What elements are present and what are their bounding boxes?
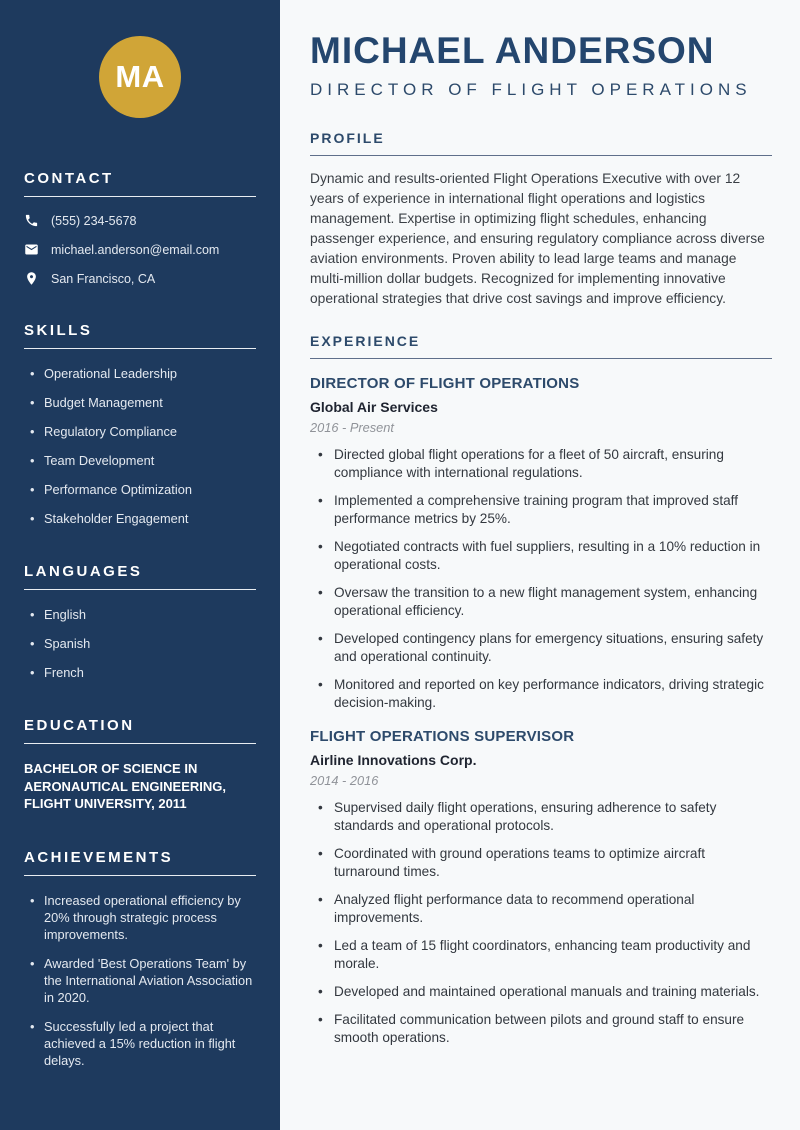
list-item: • Increased operational efficiency by 20% through strategic process improvements. [30, 892, 256, 943]
avatar [99, 36, 181, 118]
achievements-list [30, 892, 256, 1069]
list-item: • Spanish [30, 635, 256, 652]
list-item: • Directed global flight operations for a fleet of 50 aircraft, ensuring compliance with international regulations. [318, 446, 772, 482]
profile-heading: PROFILE [310, 130, 772, 156]
experience-entry [310, 728, 772, 1047]
list-item: • Developed and maintained operational manuals and training materials. [318, 983, 772, 1001]
phone-icon [24, 213, 39, 228]
job-title: DIRECTOR OF FLIGHT OPERATIONS [310, 375, 580, 392]
achievements-section [24, 849, 256, 1069]
languages-list [30, 606, 256, 681]
avatar-wrap [24, 36, 256, 118]
main-content [280, 0, 800, 1130]
list-item: • Supervised daily flight operations, ensuring adherence to safety standards and operational protocols. [318, 799, 772, 835]
job-company: Airline Innovations Corp. [310, 752, 477, 768]
experience-entry [310, 375, 772, 712]
achievements-heading: ACHIEVEMENTS [24, 849, 256, 876]
profile-text: Dynamic and results-oriented Flight Operations Executive with over 12 years of experience in international flight operations and logistics management. Expertise in optimizing flight schedules, enhancing passenger experience, and ensuring regulatory compliance across diverse aviation environments. Proven ability to lead large teams and manage multi-million dollar budgets. Recognized for implementing innovative operational strategies that drive cost savings and improve efficiency. [310, 171, 765, 306]
contact-location [24, 271, 256, 286]
profile-section [310, 130, 772, 309]
education-degree: BACHELOR OF SCIENCE IN AERONAUTICAL ENGINEERING, FLIGHT UNIVERSITY, 2011 [24, 761, 226, 811]
location-icon [24, 271, 39, 286]
list-item: • Performance Optimization [30, 481, 256, 498]
phone-text: (555) 234-5678 [51, 213, 137, 228]
job-bullet-list [318, 446, 772, 712]
list-item: • Analyzed flight performance data to recommend operational improvements. [318, 891, 772, 927]
list-item: • Oversaw the transition to a new flight management system, enhancing operational efficiency. [318, 584, 772, 620]
list-item: • Budget Management [30, 394, 256, 411]
list-item: • Negotiated contracts with fuel suppliers, resulting in a 10% reduction in operational costs. [318, 538, 772, 574]
languages-heading: LANGUAGES [24, 563, 256, 590]
list-item: • Awarded 'Best Operations Team' by the International Aviation Association in 2020. [30, 955, 256, 1006]
skills-heading: SKILLS [24, 322, 256, 349]
education-heading: EDUCATION [24, 717, 256, 744]
list-item: • Monitored and reported on key performance indicators, driving strategic decision-making. [318, 676, 772, 712]
contact-section [24, 170, 256, 286]
sidebar [0, 0, 280, 1130]
job-dates: 2014 - 2016 [310, 773, 379, 788]
job-dates: 2016 - Present [310, 420, 394, 435]
experience-section [310, 333, 772, 1047]
education-section [24, 717, 256, 813]
list-item: • Regulatory Compliance [30, 423, 256, 440]
list-item: • Successfully led a project that achieved a 15% reduction in flight delays. [30, 1018, 256, 1069]
job-title: FLIGHT OPERATIONS SUPERVISOR [310, 728, 575, 745]
email-text: michael.anderson@email.com [51, 242, 220, 257]
contact-email [24, 242, 256, 257]
contact-heading: CONTACT [24, 170, 256, 197]
languages-section [24, 563, 256, 681]
list-item: • Team Development [30, 452, 256, 469]
page-title: MICHAEL ANDERSON [310, 30, 715, 71]
location-text: San Francisco, CA [51, 271, 156, 286]
list-item: • Implemented a comprehensive training program that improved staff performance metrics by 25%. [318, 492, 772, 528]
list-item: • Operational Leadership [30, 365, 256, 382]
contact-phone [24, 213, 256, 228]
skills-section [24, 322, 256, 527]
list-item: • Led a team of 15 flight coordinators, enhancing team productivity and morale. [318, 937, 772, 973]
job-subtitle: DIRECTOR OF FLIGHT OPERATIONS [310, 80, 752, 99]
list-item: • English [30, 606, 256, 623]
list-item: • Developed contingency plans for emergency situations, ensuring safety and operational continuity. [318, 630, 772, 666]
list-item: • Facilitated communication between pilots and ground staff to ensure smooth operations. [318, 1011, 772, 1047]
list-item: • Stakeholder Engagement [30, 510, 256, 527]
skills-list [30, 365, 256, 527]
experience-heading: EXPERIENCE [310, 333, 772, 359]
avatar-initials: MA [115, 59, 165, 94]
list-item: • Coordinated with ground operations teams to optimize aircraft turnaround times. [318, 845, 772, 881]
list-item: • French [30, 664, 256, 681]
email-icon [24, 242, 39, 257]
job-company: Global Air Services [310, 399, 438, 415]
job-bullet-list [318, 799, 772, 1047]
